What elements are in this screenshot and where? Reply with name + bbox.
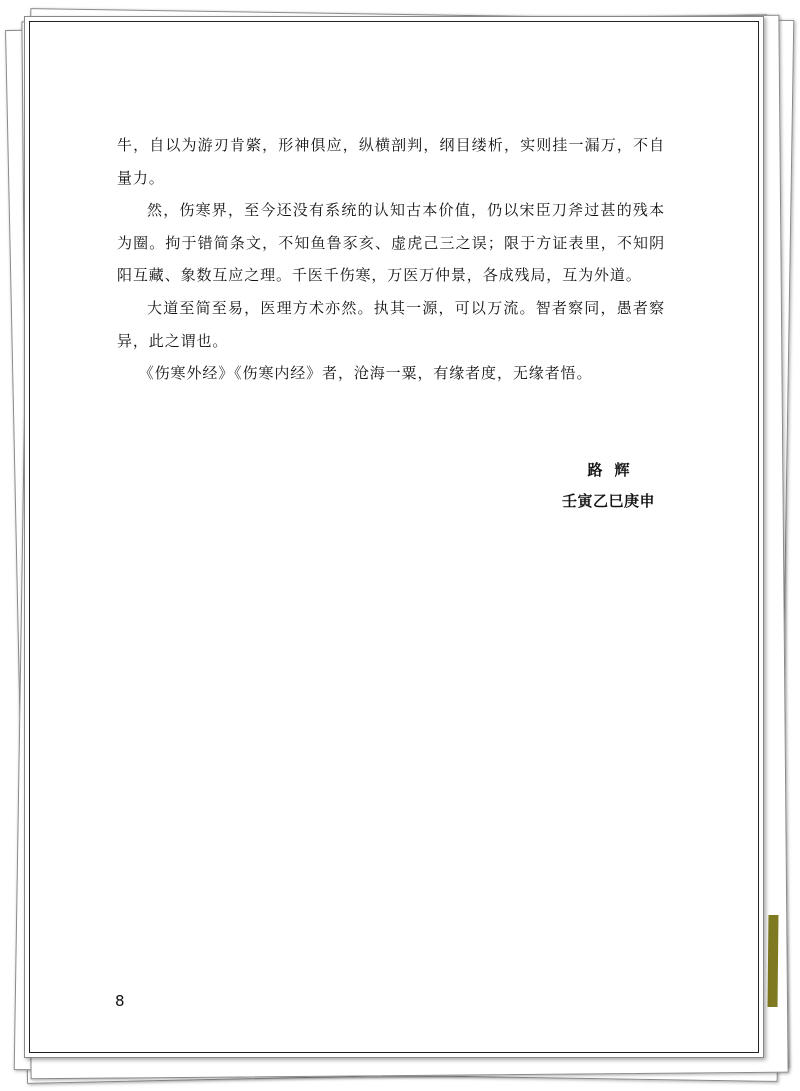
signature-block (562, 455, 655, 517)
paragraph: 牛，自以为游刃肯綮，形神俱应，纵横剖判，纲目缕析，实则挂一漏万，不自量力。 (117, 136, 665, 187)
author-name: 路辉 (587, 461, 642, 479)
body-text (117, 129, 665, 390)
page-number: 8 (115, 992, 125, 1010)
stack-edge-accent-right (768, 915, 779, 1007)
paragraph: 大道至简至易，医理方术亦然。执其一源，可以万流。智者察同，愚者察异，此之谓也。 (117, 298, 665, 350)
signature-date: 壬寅乙巳庚申 (561, 492, 655, 510)
document-page (24, 16, 764, 1058)
paragraph: 然，伤寒界，至今还没有系统的认知古本价值，仍以宋臣刀斧过甚的残本为圈。拘于错简条文，不知鱼鲁豕亥、虚虎己三之误；限于方证表里，不知阴阳互藏、象数互应之理。千医千伤寒，万医万仲景，各成残局，互为外道。 (117, 201, 665, 285)
paragraph: 《伤寒外经》《伤寒内经》者，沧海一粟，有缘者度，无缘者悟。 (138, 364, 593, 383)
